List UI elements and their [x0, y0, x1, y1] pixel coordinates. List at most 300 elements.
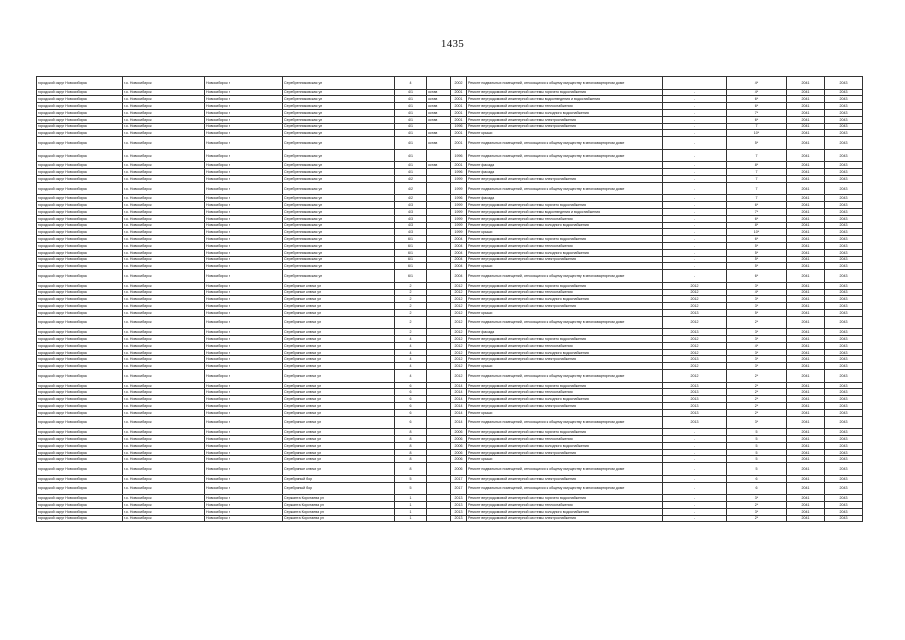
table-row [37, 215, 863, 222]
district-cell: городской округ Новосибирск [37, 195, 123, 202]
last-repair-cell: - [663, 222, 727, 229]
note-cell [427, 502, 451, 509]
house-number-cell: 4/1 [395, 109, 427, 116]
city-cell: г.о. Новосибирск [123, 123, 205, 130]
note-cell [427, 463, 451, 476]
planned-cell: 5* [727, 242, 787, 249]
house-number-cell: 4/1 [395, 162, 427, 169]
planned-cell: 10* [727, 130, 787, 137]
end-year-cell: 2043 [825, 382, 863, 389]
table-row [37, 169, 863, 176]
start-year-cell: 2041 [787, 236, 825, 243]
district-cell: городской округ Новосибирск [37, 436, 123, 443]
last-repair-cell: - [663, 449, 727, 456]
note-cell [427, 149, 451, 162]
city-cell: г.о. Новосибирск [123, 495, 205, 502]
note-cell [427, 329, 451, 336]
work-type-cell: Ремонт фасада [467, 195, 663, 202]
city-cell: г.о. Новосибирск [123, 382, 205, 389]
work-type-cell: Ремонт крыши [467, 229, 663, 236]
district-cell: городской округ Новосибирск [37, 103, 123, 110]
start-year-cell: 2041 [787, 515, 825, 522]
table-row [37, 162, 863, 169]
start-year-cell: 2041 [787, 409, 825, 416]
house-number-cell: 8 [395, 449, 427, 456]
last-repair-cell: - [663, 89, 727, 96]
street-cell: Серебряные ключи ул [283, 309, 395, 316]
work-type-cell: Ремонт внутридомовой инженерной системы горячего водоснабжения [467, 282, 663, 289]
locality-cell: Новосибирск г [205, 515, 283, 522]
street-cell: Серебренниковская ул [283, 202, 395, 209]
street-cell: Серебренниковская ул [283, 270, 395, 283]
table-row [37, 116, 863, 123]
work-type-cell: Ремонт внутридомовой инженерной системы электроснабжения [467, 475, 663, 482]
end-year-cell: 2043 [825, 222, 863, 229]
end-year-cell: 2043 [825, 195, 863, 202]
work-type-cell: Ремонт внутридомовой инженерной системы горячего водоснабжения [467, 336, 663, 343]
planned-cell: 2* [727, 316, 787, 329]
start-year-cell: 2041 [787, 456, 825, 463]
table-row [37, 356, 863, 363]
last-repair-cell: - [663, 182, 727, 195]
house-number-cell: 4/2 [395, 182, 427, 195]
house-number-cell: 4 [395, 363, 427, 370]
house-number-cell: 6 [395, 396, 427, 403]
note-cell: остав [427, 103, 451, 110]
last-repair-cell: - [663, 202, 727, 209]
year-built-cell: 2012 [451, 303, 467, 310]
locality-cell: Новосибирск г [205, 442, 283, 449]
year-built-cell: 2012 [451, 349, 467, 356]
work-type-cell: Ремонт внутридомовой инженерной системы холодного водоснабжения [467, 396, 663, 403]
district-cell: городской округ Новосибирск [37, 356, 123, 363]
city-cell: г.о. Новосибирск [123, 463, 205, 476]
district-cell: городской округ Новосибирск [37, 256, 123, 263]
locality-cell: Новосибирск г [205, 202, 283, 209]
district-cell: городской округ Новосибирск [37, 482, 123, 495]
planned-cell: 2* [727, 409, 787, 416]
last-repair-cell: - [663, 263, 727, 270]
planned-cell: 8* [727, 162, 787, 169]
year-built-cell: 2014 [451, 382, 467, 389]
work-type-cell: Ремонт внутридомовой инженерной системы теплоснабжения [467, 502, 663, 509]
work-type-cell: Ремонт внутридомовой инженерной системы электроснабжения [467, 256, 663, 263]
locality-cell: Новосибирск г [205, 382, 283, 389]
work-type-cell: Ремонт внутридомовой инженерной системы теплоснабжения [467, 436, 663, 443]
page-number: 1435 [440, 38, 465, 50]
year-built-cell: 2004 [451, 270, 467, 283]
start-year-cell: 2041 [787, 442, 825, 449]
locality-cell: Новосибирск г [205, 336, 283, 343]
district-cell: городской округ Новосибирск [37, 282, 123, 289]
house-number-cell: 8 [395, 442, 427, 449]
note-cell [427, 508, 451, 515]
house-number-cell: 6/1 [395, 249, 427, 256]
start-year-cell: 2041 [787, 389, 825, 396]
city-cell: г.о. Новосибирск [123, 137, 205, 150]
last-repair-cell: - [663, 475, 727, 482]
street-cell: Сержанта Коротаева ул [283, 508, 395, 515]
planned-cell: 3* [727, 363, 787, 370]
street-cell: Серебряные ключи ул [283, 416, 395, 429]
locality-cell: Новосибирск г [205, 175, 283, 182]
city-cell: г.о. Новосибирск [123, 109, 205, 116]
start-year-cell: 2041 [787, 77, 825, 90]
street-cell: Серебренниковская ул [283, 109, 395, 116]
repair-schedule-table [36, 76, 863, 522]
work-type-cell: Ремонт внутридомовой инженерной системы теплоснабжения [467, 342, 663, 349]
street-cell: Серебренниковская ул [283, 229, 395, 236]
work-type-cell: Ремонт внутридомовой инженерной системы теплоснабжения [467, 215, 663, 222]
year-built-cell: 2006 [451, 436, 467, 443]
start-year-cell: 2041 [787, 222, 825, 229]
street-cell: Серебряные ключи ул [283, 370, 395, 383]
table-row [37, 349, 863, 356]
last-repair-cell: 2013 [663, 409, 727, 416]
house-number-cell: 4/1 [395, 149, 427, 162]
city-cell: г.о. Новосибирск [123, 370, 205, 383]
street-cell: Серебренниковская ул [283, 162, 395, 169]
house-number-cell: 6/1 [395, 236, 427, 243]
year-built-cell: 2012 [451, 356, 467, 363]
end-year-cell: 2043 [825, 137, 863, 150]
last-repair-cell: 2013 [663, 356, 727, 363]
table-row [37, 236, 863, 243]
house-number-cell: 4/3 [395, 222, 427, 229]
planned-cell: 6* [727, 116, 787, 123]
last-repair-cell: 2013 [663, 329, 727, 336]
note-cell [427, 303, 451, 310]
planned-cell: 3* [727, 495, 787, 502]
start-year-cell: 2041 [787, 475, 825, 482]
table-row [37, 482, 863, 495]
end-year-cell: 2043 [825, 149, 863, 162]
street-cell: Серебряные ключи ул [283, 403, 395, 410]
end-year-cell: 2043 [825, 349, 863, 356]
table-row [37, 449, 863, 456]
last-repair-cell: - [663, 249, 727, 256]
table-row [37, 342, 863, 349]
last-repair-cell: - [663, 96, 727, 103]
table-row [37, 175, 863, 182]
house-number-cell: 8 [395, 463, 427, 476]
planned-cell: 2* [727, 370, 787, 383]
district-cell: городской округ Новосибирск [37, 475, 123, 482]
start-year-cell: 2041 [787, 130, 825, 137]
note-cell [427, 482, 451, 495]
last-repair-cell: - [663, 429, 727, 436]
house-number-cell: 1 [395, 502, 427, 509]
street-cell: Сержанта Коротаева ул [283, 495, 395, 502]
work-type-cell: Ремонт внутридомовой инженерной системы горячего водоснабжения [467, 429, 663, 436]
year-built-cell: 2004 [451, 256, 467, 263]
district-cell: городской округ Новосибирск [37, 370, 123, 383]
locality-cell: Новосибирск г [205, 508, 283, 515]
house-number-cell: 6 [395, 409, 427, 416]
house-number-cell: 2 [395, 316, 427, 329]
street-cell: Серебренниковская ул [283, 175, 395, 182]
work-type-cell: Ремонт внутридомовой инженерной системы электроснабжения [467, 356, 663, 363]
table-row [37, 442, 863, 449]
table-row [37, 123, 863, 130]
planned-cell: 7 [727, 149, 787, 162]
year-built-cell: 2017 [451, 482, 467, 495]
district-cell: городской округ Новосибирск [37, 137, 123, 150]
note-cell [427, 515, 451, 522]
street-cell: Серебренниковская ул [283, 215, 395, 222]
start-year-cell: 2041 [787, 137, 825, 150]
street-cell: Серебряные ключи ул [283, 316, 395, 329]
note-cell [427, 356, 451, 363]
note-cell [427, 316, 451, 329]
table-row [37, 316, 863, 329]
locality-cell: Новосибирск г [205, 363, 283, 370]
note-cell [427, 456, 451, 463]
year-built-cell: 2006 [451, 442, 467, 449]
end-year-cell: 2043 [825, 449, 863, 456]
house-number-cell: 1 [395, 515, 427, 522]
year-built-cell: 1999 [451, 182, 467, 195]
end-year-cell: 2043 [825, 229, 863, 236]
last-repair-cell: - [663, 195, 727, 202]
note-cell [427, 169, 451, 176]
start-year-cell: 2041 [787, 208, 825, 215]
house-number-cell: 6 [395, 389, 427, 396]
year-built-cell: 2014 [451, 416, 467, 429]
locality-cell: Новосибирск г [205, 475, 283, 482]
work-type-cell: Ремонт подвальных помещений, относящихся к общему имуществу в многоквартирном доме [467, 270, 663, 283]
house-number-cell: 6/1 [395, 270, 427, 283]
end-year-cell: 2043 [825, 442, 863, 449]
city-cell: г.о. Новосибирск [123, 303, 205, 310]
end-year-cell: 2043 [825, 89, 863, 96]
start-year-cell: 2041 [787, 282, 825, 289]
planned-cell: 2* [727, 389, 787, 396]
planned-cell: 5* [727, 249, 787, 256]
table-row [37, 389, 863, 396]
city-cell: г.о. Новосибирск [123, 349, 205, 356]
house-number-cell: 4/2 [395, 175, 427, 182]
table-row [37, 508, 863, 515]
start-year-cell: 2041 [787, 289, 825, 296]
locality-cell: Новосибирск г [205, 416, 283, 429]
work-type-cell: Ремонт фасада [467, 169, 663, 176]
end-year-cell: 2043 [825, 236, 863, 243]
city-cell: г.о. Новосибирск [123, 475, 205, 482]
district-cell: городской округ Новосибирск [37, 396, 123, 403]
last-repair-cell: 2013 [663, 416, 727, 429]
district-cell: городской округ Новосибирск [37, 389, 123, 396]
note-cell [427, 270, 451, 283]
house-number-cell: 5 [395, 475, 427, 482]
table-row [37, 130, 863, 137]
district-cell: городской округ Новосибирск [37, 182, 123, 195]
street-cell: Серебряные ключи ул [283, 356, 395, 363]
note-cell [427, 336, 451, 343]
street-cell: Серебряные ключи ул [283, 363, 395, 370]
start-year-cell: 2041 [787, 162, 825, 169]
city-cell: г.о. Новосибирск [123, 242, 205, 249]
city-cell: г.о. Новосибирск [123, 363, 205, 370]
last-repair-cell: - [663, 508, 727, 515]
district-cell: городской округ Новосибирск [37, 229, 123, 236]
street-cell: Серебряные ключи ул [283, 289, 395, 296]
table-row [37, 222, 863, 229]
year-built-cell: 2012 [451, 289, 467, 296]
district-cell: городской округ Новосибирск [37, 416, 123, 429]
planned-cell: 6* [727, 96, 787, 103]
city-cell: г.о. Новосибирск [123, 149, 205, 162]
year-built-cell: 2013 [451, 515, 467, 522]
note-cell: остав [427, 137, 451, 150]
street-cell: Серебряные ключи ул [283, 382, 395, 389]
year-built-cell: 2001 [451, 137, 467, 150]
end-year-cell: 2043 [825, 116, 863, 123]
district-cell: городской округ Новосибирск [37, 109, 123, 116]
last-repair-cell: - [663, 109, 727, 116]
table-row [37, 436, 863, 443]
end-year-cell: 2043 [825, 289, 863, 296]
district-cell: городской округ Новосибирск [37, 202, 123, 209]
table-row [37, 495, 863, 502]
year-built-cell: 1996 [451, 123, 467, 130]
district-cell: городской округ Новосибирск [37, 116, 123, 123]
last-repair-cell: - [663, 116, 727, 123]
city-cell: г.о. Новосибирск [123, 208, 205, 215]
house-number-cell: 4/2 [395, 195, 427, 202]
planned-cell: 4* [727, 89, 787, 96]
planned-cell: 7 [727, 182, 787, 195]
note-cell [427, 409, 451, 416]
note-cell [427, 382, 451, 389]
work-type-cell: Ремонт внутридомовой инженерной системы электроснабжения [467, 123, 663, 130]
note-cell [427, 495, 451, 502]
end-year-cell: 2043 [825, 96, 863, 103]
locality-cell: Новосибирск г [205, 123, 283, 130]
planned-cell: 10* [727, 229, 787, 236]
street-cell: Серебренниковская ул [283, 263, 395, 270]
locality-cell: Новосибирск г [205, 396, 283, 403]
street-cell: Серебряный бор [283, 482, 395, 495]
start-year-cell: 2041 [787, 270, 825, 283]
note-cell [427, 416, 451, 429]
locality-cell: Новосибирск г [205, 222, 283, 229]
end-year-cell: 2043 [825, 109, 863, 116]
work-type-cell: Ремонт крыши [467, 456, 663, 463]
end-year-cell: 2043 [825, 482, 863, 495]
year-built-cell: 2006 [451, 449, 467, 456]
street-cell: Серебренниковская ул [283, 116, 395, 123]
start-year-cell: 2041 [787, 229, 825, 236]
district-cell: городской округ Новосибирск [37, 336, 123, 343]
start-year-cell: 2041 [787, 403, 825, 410]
street-cell: Серебряные ключи ул [283, 442, 395, 449]
work-type-cell: Ремонт подвальных помещений, относящихся к общему имуществу в многоквартирном доме [467, 316, 663, 329]
year-built-cell: 1999 [451, 215, 467, 222]
year-built-cell: 2012 [451, 370, 467, 383]
start-year-cell: 2041 [787, 89, 825, 96]
planned-cell: 5 [727, 429, 787, 436]
locality-cell: Новосибирск г [205, 389, 283, 396]
district-cell: городской округ Новосибирск [37, 515, 123, 522]
district-cell: городской округ Новосибирск [37, 495, 123, 502]
note-cell [427, 282, 451, 289]
street-cell: Серебренниковская ул [283, 137, 395, 150]
end-year-cell: 2043 [825, 162, 863, 169]
start-year-cell: 2041 [787, 342, 825, 349]
planned-cell: 6* [727, 103, 787, 110]
end-year-cell: 2043 [825, 215, 863, 222]
planned-cell: 2* [727, 396, 787, 403]
note-cell [427, 389, 451, 396]
district-cell: городской округ Новосибирск [37, 449, 123, 456]
start-year-cell: 2041 [787, 175, 825, 182]
note-cell [427, 242, 451, 249]
start-year-cell: 2041 [787, 182, 825, 195]
end-year-cell: 2043 [825, 123, 863, 130]
planned-cell: 5 [727, 436, 787, 443]
year-built-cell: 2017 [451, 475, 467, 482]
end-year-cell: 2043 [825, 270, 863, 283]
work-type-cell: Ремонт внутридомовой инженерной системы холодного водоснабжения [467, 249, 663, 256]
city-cell: г.о. Новосибирск [123, 222, 205, 229]
table-row [37, 502, 863, 509]
table-row [37, 202, 863, 209]
street-cell: Серебренниковская ул [283, 242, 395, 249]
street-cell: Серебренниковская ул [283, 123, 395, 130]
city-cell: г.о. Новосибирск [123, 329, 205, 336]
house-number-cell: 4/3 [395, 215, 427, 222]
planned-cell: 6* [727, 215, 787, 222]
year-built-cell: 2001 [451, 109, 467, 116]
district-cell: городской округ Новосибирск [37, 130, 123, 137]
end-year-cell: 2043 [825, 329, 863, 336]
house-number-cell: 1 [395, 495, 427, 502]
last-repair-cell: 2013 [663, 389, 727, 396]
year-built-cell: 2012 [451, 342, 467, 349]
city-cell: г.о. Новосибирск [123, 256, 205, 263]
house-number-cell: 4 [395, 342, 427, 349]
work-type-cell: Ремонт внутридомовой инженерной системы холодного водоснабжения [467, 442, 663, 449]
district-cell: городской округ Новосибирск [37, 442, 123, 449]
city-cell: г.о. Новосибирск [123, 229, 205, 236]
end-year-cell: 2043 [825, 456, 863, 463]
work-type-cell: Ремонт внутридомовой инженерной системы теплоснабжения [467, 242, 663, 249]
district-cell: городской округ Новосибирск [37, 162, 123, 169]
house-number-cell: 1 [395, 508, 427, 515]
start-year-cell: 2041 [787, 169, 825, 176]
year-built-cell: 2004 [451, 249, 467, 256]
end-year-cell: 2043 [825, 242, 863, 249]
street-cell: Серебренниковская ул [283, 149, 395, 162]
house-number-cell: 2 [395, 282, 427, 289]
end-year-cell: 2043 [825, 356, 863, 363]
district-cell: городской округ Новосибирск [37, 208, 123, 215]
city-cell: г.о. Новосибирск [123, 403, 205, 410]
work-type-cell: Ремонт подвальных помещений, относящихся к общему имуществу в многоквартирном доме [467, 137, 663, 150]
city-cell: г.о. Новосибирск [123, 263, 205, 270]
house-number-cell: 4/3 [395, 229, 427, 236]
house-number-cell: 4/1 [395, 169, 427, 176]
locality-cell: Новосибирск г [205, 182, 283, 195]
planned-cell: 5* [727, 309, 787, 316]
city-cell: г.о. Новосибирск [123, 482, 205, 495]
locality-cell: Новосибирск г [205, 316, 283, 329]
end-year-cell: 2043 [825, 202, 863, 209]
last-repair-cell: 2012 [663, 289, 727, 296]
house-number-cell: 6 [395, 382, 427, 389]
end-year-cell: 2043 [825, 436, 863, 443]
